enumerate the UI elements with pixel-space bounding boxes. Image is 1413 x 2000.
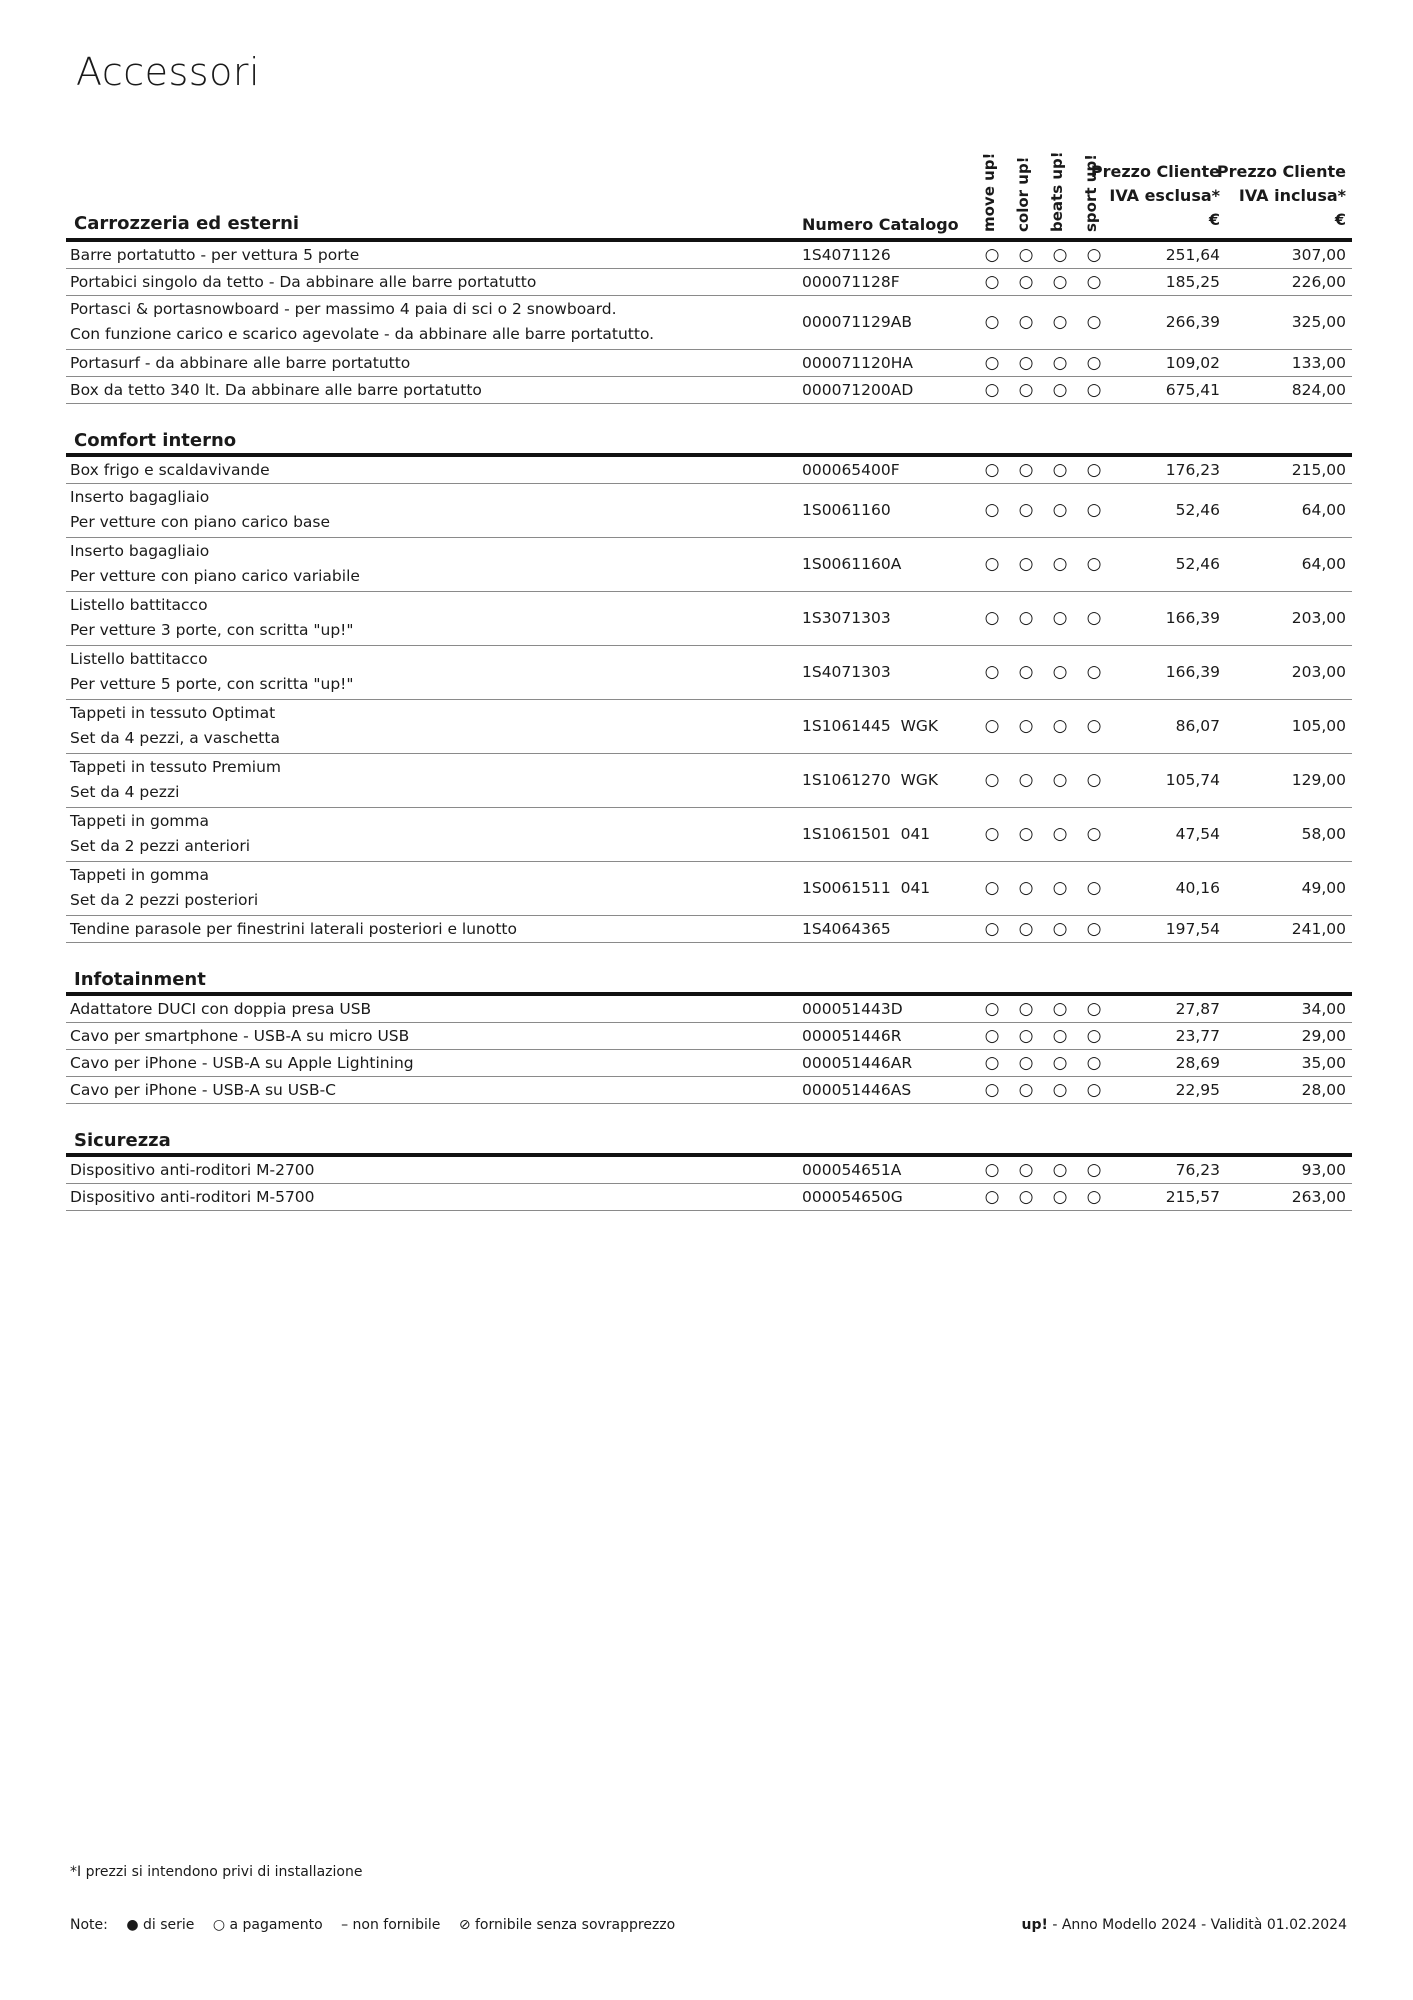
item-description [70,1078,336,1103]
item-description [70,701,280,751]
availability-marker: ○ [1052,312,1068,332]
table-row [66,269,1352,296]
item-description [70,1051,414,1076]
description-line: Set da 4 pezzi [70,783,180,801]
availability-marker: ○ [1018,608,1034,628]
availability-marker: ○ [1052,608,1068,628]
price-excl-vat: 27,87 [1175,1000,1220,1018]
availability-marker: ○ [1018,878,1034,898]
description-line: Per vetture con piano carico base [70,513,331,531]
section-title: Sicurezza [66,1130,1352,1157]
availability-marker: ○ [1018,1160,1034,1180]
sections-container [66,242,1352,1211]
availability-marker: ○ [984,245,1000,265]
availability-marker: ○ [984,824,1000,844]
table-header [66,150,1352,242]
availability-marker: ○ [1086,999,1102,1019]
item-description [70,539,360,589]
price-incl-vat: 307,00 [1291,246,1346,264]
accessories-table [66,150,1352,1211]
description-line: Portasurf - da abbinare alle barre portatutto [70,354,411,372]
price-excl-vat: 22,95 [1175,1081,1220,1099]
table-row [66,754,1352,808]
availability-marker: ○ [1086,272,1102,292]
availability-marker: ○ [1086,1187,1102,1207]
availability-marker: ○ [1086,662,1102,682]
price-incl-vat: 34,00 [1301,1000,1346,1018]
catalog-number: 000071129AB [802,313,912,331]
catalog-number: 1S4064365 [802,920,891,938]
availability-marker: ○ [1086,380,1102,400]
table-row [66,350,1352,377]
availability-marker: ○ [984,1053,1000,1073]
price-incl-vat: 49,00 [1301,879,1346,897]
availability-marker: ○ [1086,919,1102,939]
availability-marker: ○ [1052,1187,1068,1207]
description-line: Per vetture 3 porte, con scritta "up!" [70,621,354,639]
availability-marker: ○ [984,380,1000,400]
price-incl-vat: 226,00 [1291,273,1346,291]
availability-marker: ○ [984,919,1000,939]
model-header-color-up: color up! [1014,156,1032,232]
availability-marker: ○ [1018,380,1034,400]
price-excl-vat: 266,39 [1165,313,1220,331]
availability-marker: ○ [1018,1187,1034,1207]
price-excl-vat: 176,23 [1165,461,1220,479]
item-description [70,755,281,805]
legend-item: – non fornibile [341,1917,441,1933]
price-incl-vat: 203,00 [1291,663,1346,681]
availability-marker: ○ [984,1026,1000,1046]
price-incl-vat: 263,00 [1291,1188,1346,1206]
availability-marker: ○ [1086,1160,1102,1180]
page-title: Accessori [76,50,261,94]
catalog-number: 000071200AD [802,381,914,399]
availability-marker: ○ [1018,824,1034,844]
description-line: Cavo per smartphone - USB-A su micro USB [70,1027,410,1045]
table-row [66,484,1352,538]
price-excl-vat: 52,46 [1175,501,1220,519]
price-excl-vat: 185,25 [1165,273,1220,291]
table-row [66,996,1352,1023]
legend [70,1917,689,1933]
availability-marker: ○ [1052,1053,1068,1073]
availability-marker: ○ [1086,554,1102,574]
availability-marker: ○ [1052,770,1068,790]
price-excl-vat: 23,77 [1175,1027,1220,1045]
catalog-number: 1S1061501 041 [802,825,931,843]
table-row [66,1157,1352,1184]
availability-marker: ○ [1018,770,1034,790]
description-line: Tappeti in tessuto Optimat [70,704,276,722]
availability-marker: ○ [1086,312,1102,332]
availability-marker: ○ [1052,716,1068,736]
catalog-number: 000051446R [802,1027,902,1045]
availability-marker: ○ [1018,1053,1034,1073]
description-line: Portabici singolo da tetto - Da abbinare alle barre portatutto [70,273,537,291]
price-incl-vat: 129,00 [1291,771,1346,789]
availability-marker: ○ [1086,1026,1102,1046]
availability-marker: ○ [1052,1160,1068,1180]
availability-marker: ○ [1018,1026,1034,1046]
catalog-number: 1S3071303 [802,609,891,627]
availability-marker: ○ [1018,999,1034,1019]
table-section [66,1130,1352,1211]
catalog-number: 1S1061445 WGK [802,717,939,735]
model-header-beats-up: beats up! [1048,151,1066,232]
price-incl-vat: 28,00 [1301,1081,1346,1099]
availability-marker: ○ [984,1080,1000,1100]
description-line: Set da 4 pezzi, a vaschetta [70,729,280,747]
availability-marker: ○ [1086,1053,1102,1073]
price-excl-vat: 251,64 [1165,246,1220,264]
catalog-number: 1S4071303 [802,663,891,681]
availability-marker: ○ [1052,460,1068,480]
description-line: Tappeti in gomma [70,812,210,830]
availability-marker: ○ [984,716,1000,736]
table-row [66,592,1352,646]
price-incl-vat: 35,00 [1301,1054,1346,1072]
table-row [66,1077,1352,1104]
table-row [66,700,1352,754]
availability-marker: ○ [984,312,1000,332]
legend-label: Note: [70,1917,108,1933]
description-line: Set da 2 pezzi anteriori [70,837,251,855]
item-description [70,1158,315,1183]
availability-marker: ○ [984,1187,1000,1207]
table-row [66,646,1352,700]
catalog-number: 000051446AS [802,1081,912,1099]
availability-marker: ○ [984,999,1000,1019]
price-incl-vat: 215,00 [1291,461,1346,479]
description-line: Per vetture 5 porte, con scritta "up!" [70,675,354,693]
description-line: Listello battitacco [70,650,208,668]
catalog-column-header: Numero Catalogo [802,215,959,234]
availability-marker: ○ [1052,824,1068,844]
description-line: Adattatore DUCI con doppia presa USB [70,1000,372,1018]
availability-marker: ○ [1052,662,1068,682]
availability-marker: ○ [984,770,1000,790]
availability-marker: ○ [1018,554,1034,574]
availability-marker: ○ [1052,1026,1068,1046]
availability-marker: ○ [1086,1080,1102,1100]
price-incl-header: Prezzo Cliente IVA inclusa* € [1216,162,1346,229]
availability-marker: ○ [984,272,1000,292]
availability-marker: ○ [1018,353,1034,373]
price-incl-vat: 29,00 [1301,1027,1346,1045]
price-incl-vat: 325,00 [1291,313,1346,331]
description-line: Barre portatutto - per vettura 5 porte [70,246,360,264]
description-line: Cavo per iPhone - USB-A su USB-C [70,1081,337,1099]
item-description [70,485,330,535]
availability-marker: ○ [1086,500,1102,520]
description-line: Set da 2 pezzi posteriori [70,891,259,909]
availability-marker: ○ [984,353,1000,373]
table-row [66,916,1352,943]
price-excl-vat: 86,07 [1175,717,1220,735]
catalog-number: 000071128F [802,273,900,291]
item-description [70,351,410,376]
table-row [66,457,1352,484]
legend-item: ○ a pagamento [212,1917,323,1933]
price-incl-vat: 133,00 [1291,354,1346,372]
catalog-number: 1S4071126 [802,246,891,264]
availability-marker: ○ [1086,245,1102,265]
price-excl-header: Prezzo Cliente IVA esclusa* € [1090,162,1220,229]
description-line: Con funzione carico e scarico agevolate - da abbinare alle barre portatutto. [70,325,655,343]
price-excl-vat: 105,74 [1165,771,1220,789]
description-line: Box frigo e scaldavivande [70,461,270,479]
availability-marker: ○ [1018,716,1034,736]
description-line: Inserto bagagliaio [70,542,210,560]
catalog-number: 000071120HA [802,354,914,372]
availability-marker: ○ [1018,1080,1034,1100]
description-line: Tendine parasole per finestrini laterali posteriori e lunotto [70,920,517,938]
availability-marker: ○ [1052,878,1068,898]
availability-marker: ○ [984,608,1000,628]
availability-marker: ○ [1052,380,1068,400]
item-description [70,997,371,1022]
price-excl-vat: 28,69 [1175,1054,1220,1072]
description-line: Cavo per iPhone - USB-A su Apple Lightining [70,1054,414,1072]
item-description [70,809,250,859]
table-section [66,969,1352,1104]
price-incl-vat: 64,00 [1301,555,1346,573]
item-description [70,243,359,268]
item-description [70,378,482,403]
model-header-move-up: move up! [980,152,998,232]
availability-marker: ○ [984,1160,1000,1180]
table-row [66,862,1352,916]
availability-marker: ○ [1086,878,1102,898]
legend-item: ⊘ fornibile senza sovrapprezzo [458,1917,676,1933]
price-excl-vat: 76,23 [1175,1161,1220,1179]
availability-marker: ○ [1086,824,1102,844]
table-row [66,1050,1352,1077]
catalog-number: 1S0061160A [802,555,902,573]
availability-marker: ○ [984,554,1000,574]
table-row [66,296,1352,350]
availability-marker: ○ [1052,245,1068,265]
section-title: Infotainment [66,969,1352,996]
description-line: Dispositivo anti-roditori M-2700 [70,1161,315,1179]
model-header-sport-up: sport up! [1082,153,1100,232]
availability-marker: ○ [1086,460,1102,480]
item-description [70,297,654,347]
availability-marker: ○ [1086,353,1102,373]
section-title: Comfort interno [66,430,1352,457]
item-description [70,458,270,483]
catalog-number: 1S0061511 041 [802,879,931,897]
availability-marker: ○ [984,460,1000,480]
availability-marker: ○ [984,662,1000,682]
price-excl-vat: 47,54 [1175,825,1220,843]
table-section [66,430,1352,943]
catalog-number: 000065400F [802,461,900,479]
table-row [66,1023,1352,1050]
availability-marker: ○ [1018,460,1034,480]
price-excl-vat: 215,57 [1165,1188,1220,1206]
price-excl-vat: 52,46 [1175,555,1220,573]
table-row [66,377,1352,404]
price-excl-vat: 166,39 [1165,609,1220,627]
price-incl-vat: 105,00 [1291,717,1346,735]
availability-marker: ○ [1052,1080,1068,1100]
catalog-number: 000051443D [802,1000,903,1018]
availability-marker: ○ [1018,245,1034,265]
item-description [70,863,258,913]
availability-marker: ○ [1018,662,1034,682]
availability-marker: ○ [1052,554,1068,574]
availability-marker: ○ [1018,500,1034,520]
first-section-title: Carrozzeria ed esterni [74,213,300,234]
availability-marker: ○ [1086,770,1102,790]
availability-marker: ○ [1018,272,1034,292]
availability-marker: ○ [1052,353,1068,373]
price-excl-vat: 197,54 [1165,920,1220,938]
table-row [66,538,1352,592]
catalog-number: 000051446AR [802,1054,913,1072]
legend-item: ● di serie [126,1917,195,1933]
table-row [66,1184,1352,1211]
price-incl-vat: 241,00 [1291,920,1346,938]
price-excl-vat: 675,41 [1165,381,1220,399]
description-line: Inserto bagagliaio [70,488,210,506]
availability-marker: ○ [1052,999,1068,1019]
availability-marker: ○ [1086,716,1102,736]
table-section [66,242,1352,404]
availability-marker: ○ [1086,608,1102,628]
item-description [70,1024,409,1049]
catalog-number: 1S1061270 WGK [802,771,939,789]
price-incl-vat: 203,00 [1291,609,1346,627]
item-description [70,1185,315,1210]
price-incl-vat: 824,00 [1291,381,1346,399]
catalog-number: 000054651A [802,1161,902,1179]
description-line: Listello battitacco [70,596,208,614]
item-description [70,270,536,295]
price-incl-vat: 58,00 [1301,825,1346,843]
model-year-footer: up! - Anno Modello 2024 - Validità 01.02.2024 [1021,1917,1347,1933]
availability-marker: ○ [1018,919,1034,939]
availability-marker: ○ [1052,272,1068,292]
description-line: Per vetture con piano carico variabile [70,567,360,585]
availability-marker: ○ [1052,919,1068,939]
item-description [70,593,354,643]
availability-marker: ○ [1018,312,1034,332]
table-row [66,242,1352,269]
description-line: Tappeti in gomma [70,866,210,884]
availability-marker: ○ [984,878,1000,898]
footnote: *I prezzi si intendono privi di installazione [70,1864,363,1880]
availability-marker: ○ [1052,500,1068,520]
item-description [70,917,517,942]
description-line: Dispositivo anti-roditori M-5700 [70,1188,315,1206]
price-excl-vat: 40,16 [1175,879,1220,897]
price-incl-vat: 93,00 [1301,1161,1346,1179]
catalog-number: 000054650G [802,1188,903,1206]
price-excl-vat: 109,02 [1165,354,1220,372]
price-incl-vat: 64,00 [1301,501,1346,519]
table-row [66,808,1352,862]
item-description [70,647,354,697]
description-line: Box da tetto 340 lt. Da abbinare alle barre portatutto [70,381,482,399]
description-line: Portasci & portasnowboard - per massimo 4 paia di sci o 2 snowboard. [70,300,617,318]
availability-marker: ○ [984,500,1000,520]
catalog-number: 1S0061160 [802,501,891,519]
price-excl-vat: 166,39 [1165,663,1220,681]
description-line: Tappeti in tessuto Premium [70,758,282,776]
